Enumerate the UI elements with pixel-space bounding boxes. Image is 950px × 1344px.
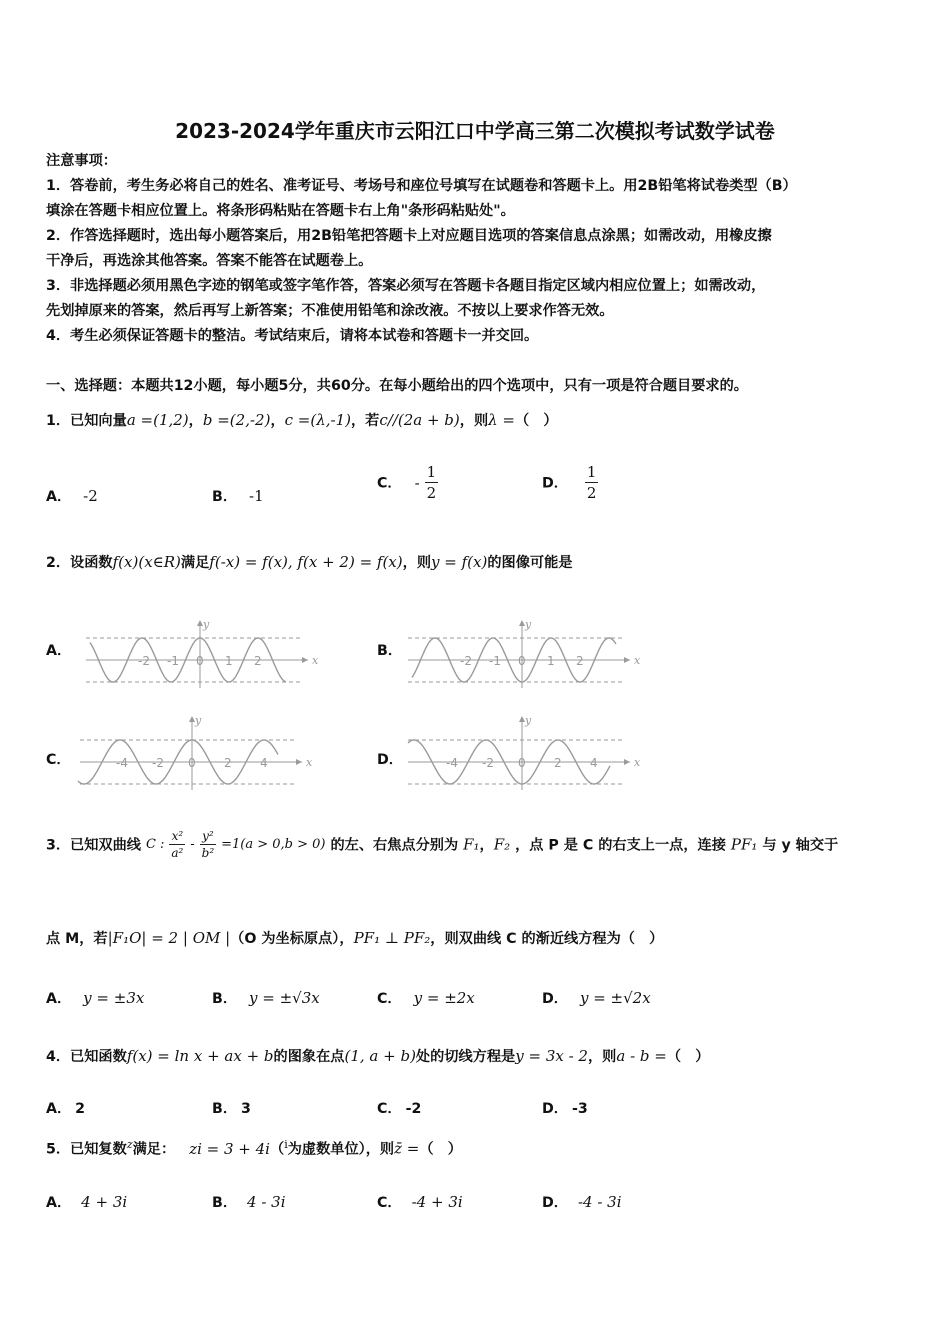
q2-graph-a [82,618,322,690]
tick-label: 2 [254,654,262,668]
section-heading: 一、选择题：本题共12小题，每小题5分，共60分。在每小题给出的四个选项中，只有一项是符合题目要求的。 [46,378,748,394]
q3-option-b[interactable]: B． y = ±√3x [212,989,320,1007]
q3-option-d[interactable]: D． y = ±√2x [542,989,651,1007]
x-axis-arrow [624,657,630,663]
tick-label: 1 [547,654,555,668]
tick-label: -4 [116,756,128,770]
x-axis-label: x [634,654,641,667]
question-3-stem-line-1: 3．已知双曲线 C : $\frac{\text{x²}}{\text{a²}}$ ‐ $\frac{\text{y²}}{\text{b²}}$ =1(a > 0,b > 0) 的左、右焦点分别为 F₁，F₂ ，点 P 是 C 的右支上一点，连接 PF₁ 与 y 轴交于 [46,829,839,860]
question-4-stem: 4．已知函数f(x) = ln x + ax + b的图象在点(1, a + b)处的切线方程是y = 3x ‐ 2，则a ‐ b =（ ） [46,1047,710,1065]
q4-option-b[interactable]: B． 3 [212,1101,251,1117]
tick-label: 2 [224,756,232,770]
x-axis-arrow [624,759,630,765]
tick-label: -2 [482,756,494,770]
page-title: 2023-2024学年重庆市云阳江口中学高三第二次模拟考试数学试卷 [175,119,775,143]
q1-option-d[interactable]: D． $\frac{1}{2}$ [542,463,597,502]
tick-label: -1 [167,654,179,668]
tick-label: 2 [576,654,584,668]
tick-label: -2 [152,756,164,770]
q2-option-d-label[interactable]: D． [377,752,403,768]
tick-label: 0 [518,654,526,668]
tick-label: 1 [225,654,233,668]
q5-option-d[interactable]: D． ‐4 ‐ 3i [542,1193,622,1211]
q5-option-a[interactable]: A． 4 + 3i [46,1193,128,1211]
notes-line-5: 3．非选择题必须用黑色字迹的钢笔或签字笔作答，答案必须写在答题卡各题目指定区域内相应位置上；如需改动， [46,278,766,294]
q2-option-c-graph[interactable] [76,714,316,790]
x-axis-label: x [306,756,313,769]
notes-line-2: 填涂在答题卡相应位置上。将条形码粘贴在答题卡右上角"条形码粘贴处"。 [46,203,515,219]
x-axis-arrow [296,759,302,765]
q1-option-c[interactable]: C． ‐ $\frac{1}{2}$ [377,463,437,502]
y-axis-label: y [525,714,532,727]
tick-label: 0 [518,756,526,770]
notes-line-6: 先划掉原来的答案，然后再写上新答案；不准使用铅笔和涂改液。不按以上要求作答无效。 [46,303,614,319]
q3-option-c[interactable]: C． y = ±2x [377,989,475,1007]
tick-label: -4 [446,756,458,770]
y-axis-label: y [525,618,532,631]
question-5-stem: 5．已知复数$^z$满足： zi = 3 + 4i（$^i$为虚数单位），则z̄ =（ ） [46,1138,462,1158]
q2-option-a-label[interactable]: A． [46,643,72,659]
q4-option-c[interactable]: C． -2 [377,1101,422,1117]
q2-option-b-graph[interactable] [404,618,644,690]
question-2-stem: 2．设函数f(x)(x∈R)满足f(‐x) = f(x), f(x + 2) = f(x)，则y = f(x)的图像可能是 [46,553,573,571]
tick-label: 0 [196,654,204,668]
tick-label: 0 [188,756,196,770]
notes-line-7: 4．考生必须保证答题卡的整洁。考试结束后，请将本试卷和答题卡一并交回。 [46,328,539,344]
q1-option-b[interactable]: B． ‐1 [212,487,264,505]
q2-option-a-graph[interactable] [82,618,322,690]
q2-graph-d [404,714,644,790]
tick-label: -2 [460,654,472,668]
q2-option-b-label[interactable]: B． [377,643,403,659]
tick-label: -1 [489,654,501,668]
notes-line-4: 干净后，再选涂其他答案。答案不能答在试题卷上。 [46,253,373,269]
q4-option-a[interactable]: A． 2 [46,1101,86,1117]
x-axis-arrow [302,657,308,663]
x-axis-label: x [312,654,319,667]
q5-option-b[interactable]: B． 4 ‐ 3i [212,1193,286,1211]
notes-heading: 注意事项： [46,153,117,169]
tick-label: -2 [138,654,150,668]
notes-line-3: 2．作答选择题时，选出每小题答案后，用2B铅笔把答题卡上对应题目选项的答案信息点涂黑；如需改动，用橡皮擦 [46,228,772,244]
x-axis-label: x [634,756,641,769]
question-1-stem: 1．已知向量a =(1,2)，b =(2,‐2)，c =(λ,‐1)，若c//(2a + b)，则λ =（ ） [46,411,558,429]
q2-option-d-graph[interactable] [404,714,644,790]
q2-graph-b [404,618,644,690]
tick-label: 4 [260,756,268,770]
y-axis-label: y [203,618,210,631]
q5-option-c[interactable]: C． ‐4 + 3i [377,1193,463,1211]
q2-graph-c [76,714,316,790]
tick-label: 4 [590,756,598,770]
y-axis-label: y [195,714,202,727]
question-3-stem-line-2: 点 M，若|F₁O| = 2 | OM |（O 为坐标原点），PF₁ ⊥ PF₂，则双曲线 C 的渐近线方程为（ ） [46,929,664,947]
q4-option-d[interactable]: D． -3 [542,1101,588,1117]
q1-option-a[interactable]: A． ‐2 [46,487,98,505]
q2-option-c-label[interactable]: C． [46,752,71,768]
q3-option-a[interactable]: A． y = ±3x [46,989,145,1007]
tick-label: 2 [554,756,562,770]
notes-line-1: 1．答卷前，考生务必将自己的姓名、准考证号、考场号和座位号填写在试题卷和答题卡上。用2B铅笔将试卷类型（B） [46,178,797,194]
